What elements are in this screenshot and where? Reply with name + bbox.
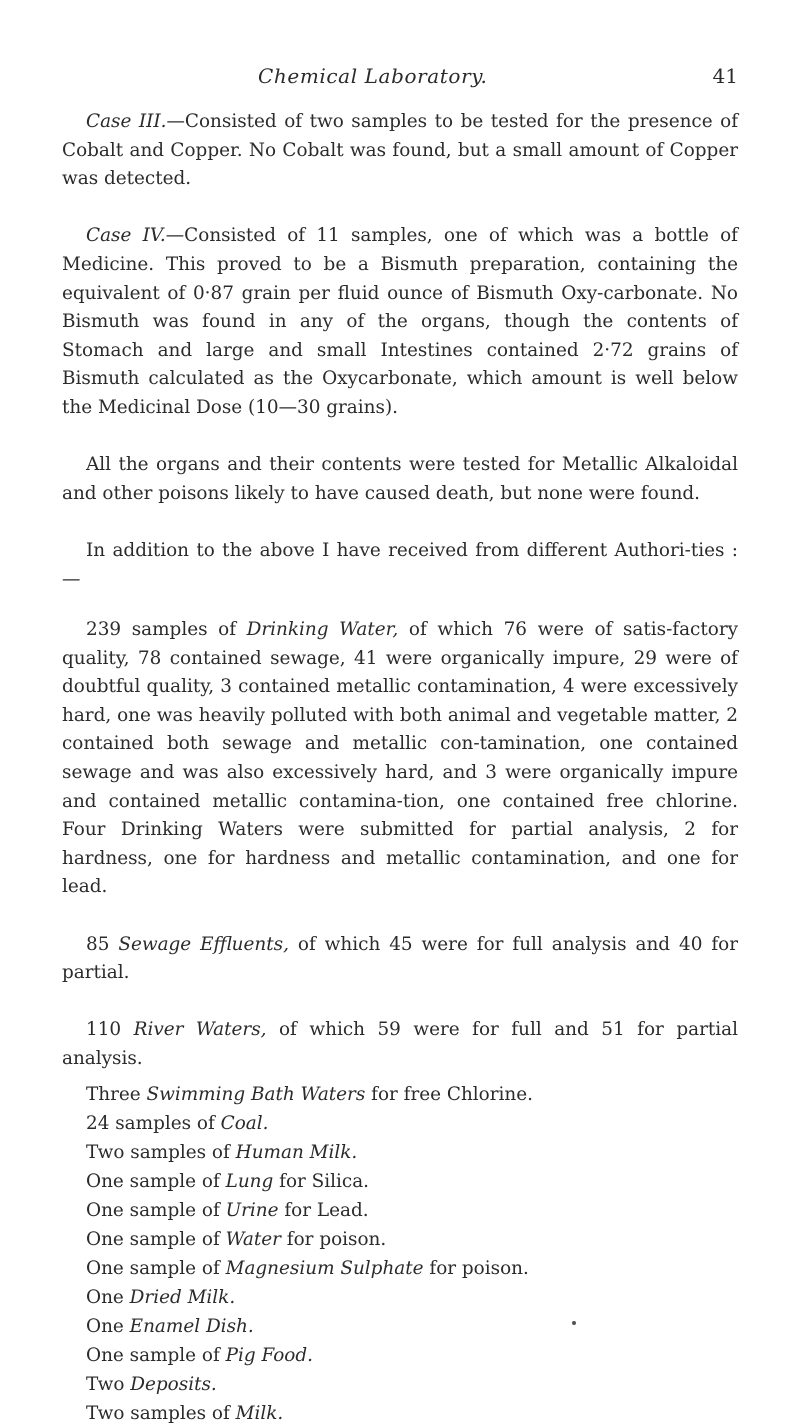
sewage-label: Sewage Effluents, — [118, 933, 289, 955]
drinking-water-prefix: 239 samples of — [86, 619, 247, 641]
list-item: One sample of Lung for Silica. — [86, 1170, 370, 1192]
drinking-water-text: of which 76 were of satis-factory quality, 78 contained sewage, 41 were organically impure, 29 were of doubtful quality, 3 contained metallic contamination, 4 were excessively hard, one was heavily polluted with both animal and vegetable matter, 2 contained both sewage and metallic con-tamination, one contained sewage and was also excessively hard, and 3 were organically impure and contained metallic contamina-tion, one contained free chlorine. Four Drinking Waters were submitted for partial analysis, 2 for hardness, one for hardness and metallic contamination, and one for lead. — [62, 619, 738, 898]
case-3-text: —Consisted of two samples to be tested for the presence of Cobalt and Copper. No Cobalt was found, but a small amount of Copper was detected. — [62, 111, 739, 190]
sewage-prefix: 85 — [86, 933, 119, 955]
sewage-text: of which 45 were for full analysis and 40 for partial. — [62, 933, 738, 984]
case-4-text: —Consisted of 11 samples, one of which was a bottle of Medicine. This proved to be a Bismuth preparation, containing the equivalent of 0·87 grain per fluid ounce of Bismuth Oxy-carbonate. No Bismuth was found in any of the organs, though the contents of Stomach and large and small Intestines contained 2·72 grains of Bismuth calculated as the Oxycarbonate, which amount is well below the Medicinal Dose (10—30 grains). — [62, 225, 738, 418]
sewage-paragraph — [62, 931, 738, 988]
organs-paragraph: All the organs and their contents were tested for Metallic Alkaloidal and other poisons likely to have caused death, but none were found. — [62, 454, 738, 504]
page-number: 41 — [712, 64, 738, 88]
drinking-water-paragraph — [62, 616, 738, 902]
case-3-paragraph — [62, 108, 738, 194]
list-item: One Enamel Dish. — [86, 1315, 254, 1337]
river-paragraph — [62, 1016, 738, 1073]
list-item: One sample of Urine for Lead. — [86, 1199, 369, 1221]
list-item: Two samples of Milk. — [86, 1402, 284, 1424]
list-item: 24 samples of Coal. — [86, 1112, 269, 1134]
list-item: One Dried Milk. — [86, 1286, 236, 1308]
page-header — [62, 64, 738, 94]
list-item: Three Swimming Bath Waters for free Chlorine. — [86, 1083, 533, 1105]
drinking-water-label: Drinking Water, — [246, 619, 399, 641]
river-text: of which 59 were for full and 51 for partial analysis. — [62, 1019, 738, 1069]
body-text — [62, 108, 738, 1428]
running-title: Chemical Laboratory. — [258, 64, 488, 88]
samples-list — [62, 1080, 738, 1428]
case-3-label: Case III. — [86, 111, 167, 132]
list-item: One sample of Pig Food. — [86, 1344, 314, 1366]
authorities-paragraph: In addition to the above I have received from different Authori-ties :— — [62, 539, 738, 590]
case-4-label: Case IV. — [86, 225, 166, 247]
case-4-paragraph — [62, 222, 738, 422]
list-item: One sample of Water for poison. — [86, 1228, 387, 1250]
list-item: Two samples of Human Milk. — [86, 1141, 358, 1163]
list-item: Two Deposits. — [86, 1373, 217, 1395]
list-item: One sample of Magnesium Sulphate for poison. — [86, 1257, 529, 1279]
page-mark-dot — [572, 1321, 576, 1325]
river-prefix: 110 — [86, 1019, 134, 1041]
river-label: River Waters, — [133, 1019, 267, 1041]
